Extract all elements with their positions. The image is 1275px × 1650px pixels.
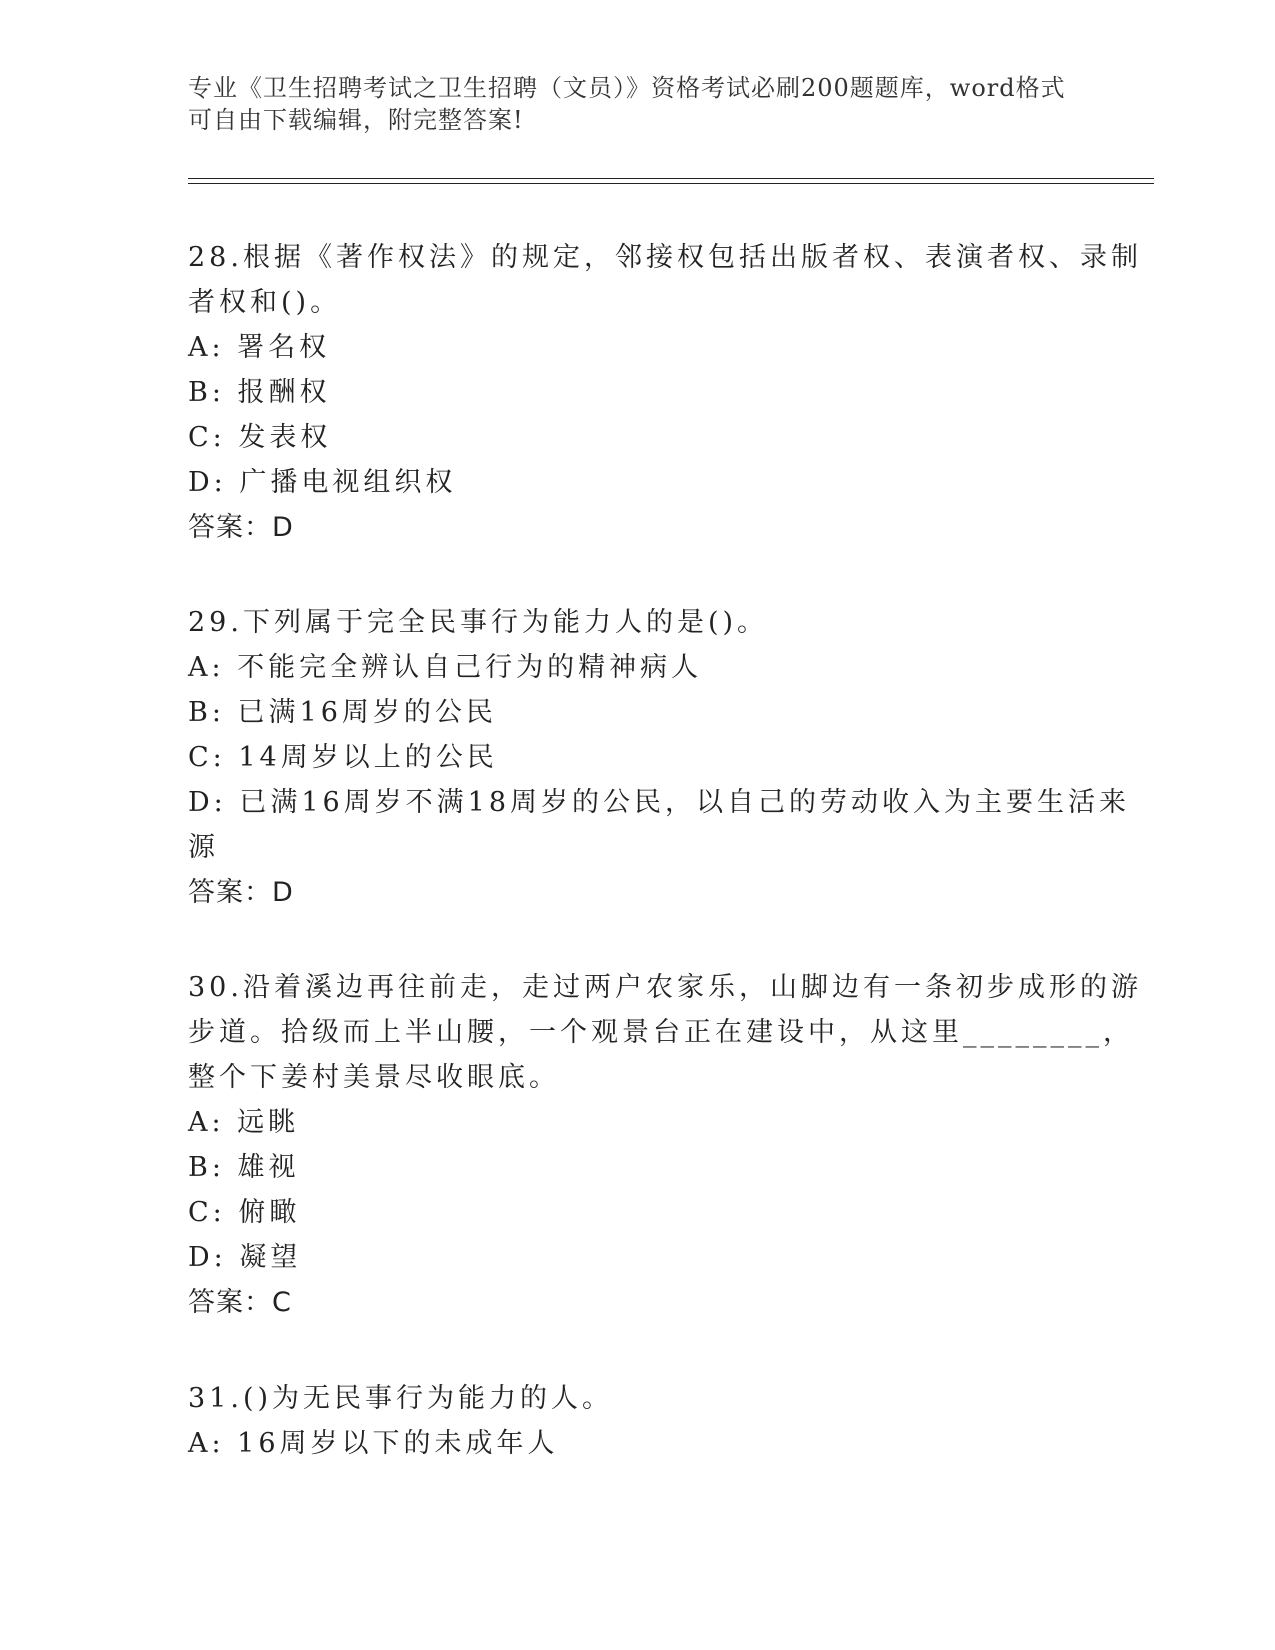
option-c: C: 发表权 xyxy=(188,422,332,453)
option-c: C: 俯瞰 xyxy=(188,1197,301,1228)
question-30 xyxy=(188,965,1142,1325)
option-a: A: 远眺 xyxy=(188,1107,300,1138)
option-b: B: 报酬权 xyxy=(188,377,331,408)
question-text-line: 31.()为无民事行为能力的人。 xyxy=(188,1383,614,1414)
answer-line: 答案：D xyxy=(188,512,294,543)
option-a: A: 16周岁以下的未成年人 xyxy=(188,1428,559,1459)
header-line-2: 可自由下载编辑，附完整答案! xyxy=(188,106,524,134)
question-text-line: 者权和()。 xyxy=(188,287,342,318)
option-d: D: 广播电视组织权 xyxy=(188,467,457,498)
option-d-continuation: 源 xyxy=(188,832,219,863)
question-28 xyxy=(188,235,1142,550)
option-a: A: 不能完全辨认自己行为的精神病人 xyxy=(188,652,703,683)
header-line-1: 专业《卫生招聘考试之卫生招聘（文员）》资格考试必刷200题题库，word格式 xyxy=(188,74,1066,102)
question-text-line: 29.下列属于完全民事行为能力人的是()。 xyxy=(188,607,769,638)
document-header xyxy=(188,72,1088,136)
answer-line: 答案：C xyxy=(188,1287,292,1318)
answer-line: 答案：D xyxy=(188,877,294,908)
question-text-line: 28.根据《著作权法》的规定，邻接权包括出版者权、表演者权、录制 xyxy=(188,242,1142,273)
option-c: C: 14周岁以上的公民 xyxy=(188,742,498,773)
option-b: B: 雄视 xyxy=(188,1152,300,1183)
option-a: A: 署名权 xyxy=(188,332,331,363)
question-31 xyxy=(188,1376,1088,1466)
question-text-line: 步道。拾级而上半山腰，一个观景台正在建设中，从这里________， xyxy=(188,1017,1134,1048)
header-divider-bottom xyxy=(188,183,1154,184)
header-divider-top xyxy=(188,178,1154,179)
question-29 xyxy=(188,600,1131,915)
option-d: D: 凝望 xyxy=(188,1242,302,1273)
option-b: B: 已满16周岁的公民 xyxy=(188,697,497,728)
question-text-line: 30.沿着溪边再往前走，走过两户农家乐，山脚边有一条初步成形的游 xyxy=(188,972,1142,1003)
option-d: D: 已满16周岁不满18周岁的公民，以自己的劳动收入为主要生活来 xyxy=(188,787,1131,818)
question-text-line: 整个下姜村美景尽收眼底。 xyxy=(188,1062,560,1093)
